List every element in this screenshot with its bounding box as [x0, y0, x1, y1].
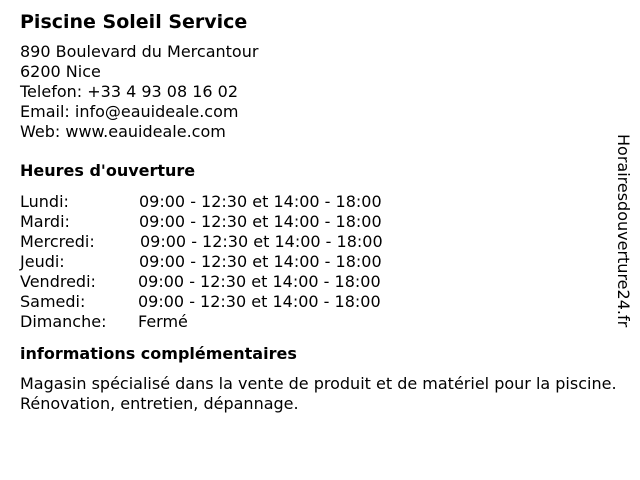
business-name: Piscine Soleil Service: [20, 11, 248, 33]
hours-row-sunday: [20, 312, 620, 332]
hours-row-wednesday: [20, 232, 620, 252]
hours-row-friday: [20, 272, 620, 292]
day-label: Dimanche:: [20, 312, 107, 331]
web-line: Web: www.eauideale.com: [20, 122, 226, 141]
email-line: Email: info@eauideale.com: [20, 102, 239, 121]
hours-row-monday: [20, 192, 620, 212]
day-label: Lundi:: [20, 192, 69, 211]
additional-info-heading: informations complémentaires: [20, 344, 297, 363]
opening-hours-table: [20, 192, 620, 332]
time-range: Fermé: [138, 312, 188, 331]
time-range: 09:00 - 12:30 et 14:00 - 18:00: [139, 212, 382, 231]
time-range: 09:00 - 12:30 et 14:00 - 18:00: [138, 272, 381, 291]
address-city: 6200 Nice: [20, 62, 101, 81]
day-label: Samedi:: [20, 292, 86, 311]
day-label: Jeudi:: [20, 252, 65, 271]
day-label: Mercredi:: [20, 232, 95, 251]
site-watermark: Horairesdouverture24.fr: [614, 134, 633, 328]
hours-row-tuesday: [20, 212, 620, 232]
business-listing: [20, 10, 620, 414]
contact-block: [20, 42, 620, 142]
hours-row-thursday: [20, 252, 620, 272]
phone-line: Telefon: +33 4 93 08 16 02: [20, 82, 239, 101]
time-range: 09:00 - 12:30 et 14:00 - 18:00: [138, 292, 381, 311]
hours-row-saturday: [20, 292, 620, 312]
time-range: 09:00 - 12:30 et 14:00 - 18:00: [140, 232, 383, 251]
time-range: 09:00 - 12:30 et 14:00 - 18:00: [139, 192, 382, 211]
day-label: Vendredi:: [20, 272, 96, 291]
address-street: 890 Boulevard du Mercantour: [20, 42, 259, 61]
opening-hours-heading: Heures d'ouverture: [20, 161, 196, 180]
day-label: Mardi:: [20, 212, 70, 231]
time-range: 09:00 - 12:30 et 14:00 - 18:00: [139, 252, 382, 271]
additional-info-text: Magasin spécialisé dans la vente de produit et de matériel pour la piscine. Rénovation, entretien, dépannage.: [20, 374, 617, 413]
